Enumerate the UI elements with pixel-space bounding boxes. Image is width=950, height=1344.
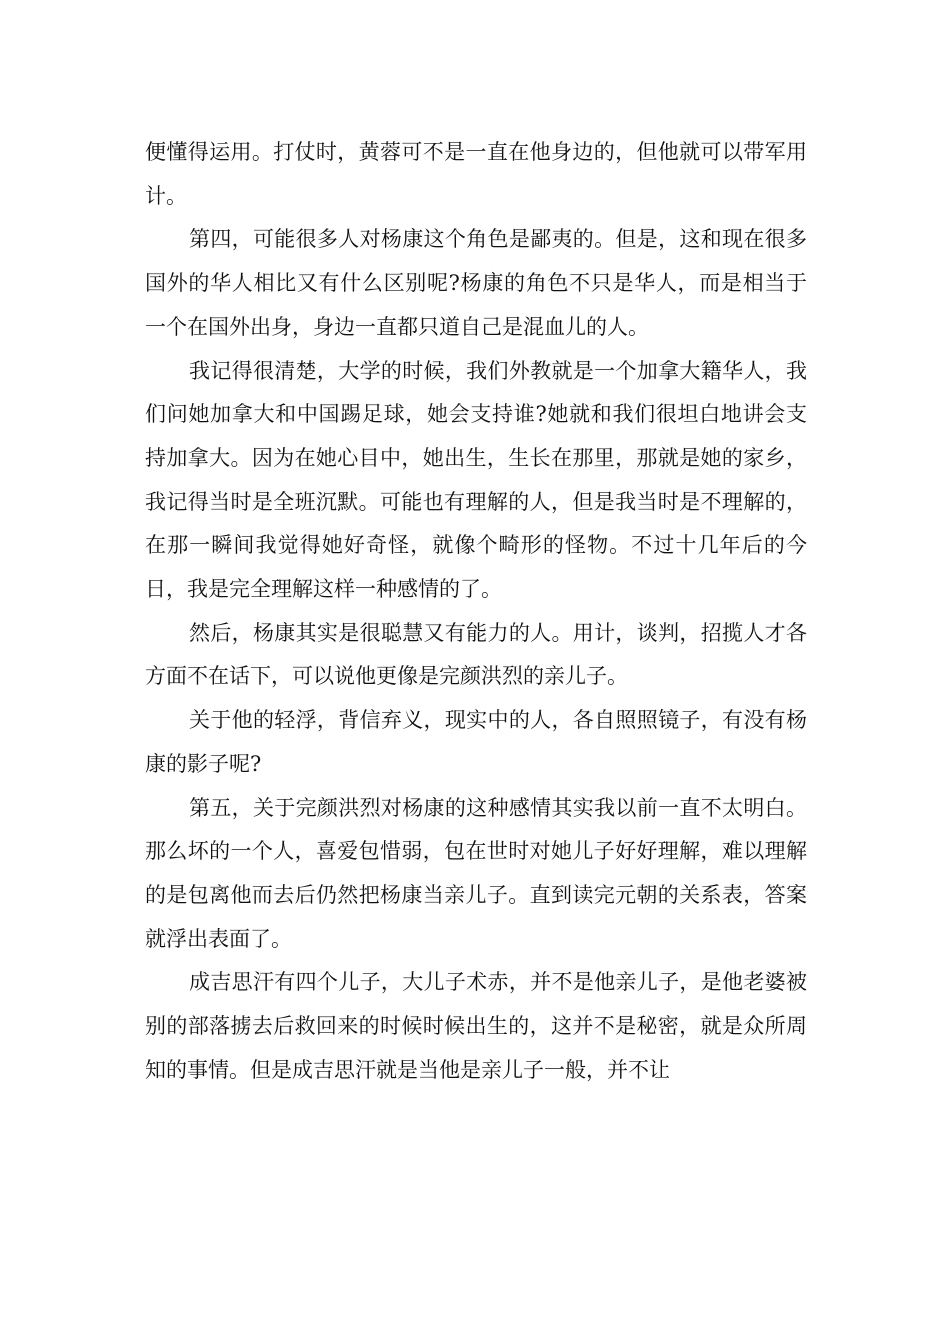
paragraph-7: 成吉思汗有四个儿子，大儿子术赤，并不是他亲儿子，是他老婆被别的部落掳去后救回来的时候时候出生的，这并不是秘密，就是众所周知的事情。但是成吉思汗就是当他是亲儿子一般，并不让 — [145, 970, 807, 1082]
paragraph-4: 然后，杨康其实是很聪慧又有能力的人。用计，谈判，招揽人才各方面不在话下，可以说他更像是完颜洪烈的亲儿子。 — [145, 620, 807, 689]
paragraph-6: 第五，关于完颜洪烈对杨康的这种感情其实我以前一直不太明白。那么坏的一个人，喜爱包惜弱，包在世时对她儿子好好理解，难以理解的是包离他而去后仍然把杨康当亲儿子。直到读完元朝的关系表，答案就浮出表面了。 — [145, 795, 807, 951]
paragraph-2: 第四，可能很多人对杨康这个角色是鄙夷的。但是，这和现在很多国外的华人相比又有什么区别呢?杨康的角色不只是华人，而是相当于一个在国外出身，身边一直都只道自己是混血儿的人。 — [145, 227, 807, 339]
document-body — [145, 131, 807, 1092]
paragraph-3: 我记得很清楚，大学的时候，我们外教就是一个加拿大籍华人，我们问她加拿大和中国踢足球，她会支持谁?她就和我们很坦白地讲会支持加拿大。因为在她心目中，她出生，生长在那里，那就是她的家乡，我记得当时是全班沉默。可能也有理解的人，但是我当时是不理解的，在那一瞬间我觉得她好奇怪，就像个畸形的怪物。不过十几年后的今日，我是完全理解这样一种感情的了。 — [145, 358, 807, 602]
paragraph-1: 便懂得运用。打仗时，黄蓉可不是一直在他身边的，但他就可以带军用计。 — [145, 140, 807, 208]
paragraph-5: 关于他的轻浮，背信弃义，现实中的人，各自照照镜子，有没有杨康的影子呢? — [145, 708, 807, 776]
